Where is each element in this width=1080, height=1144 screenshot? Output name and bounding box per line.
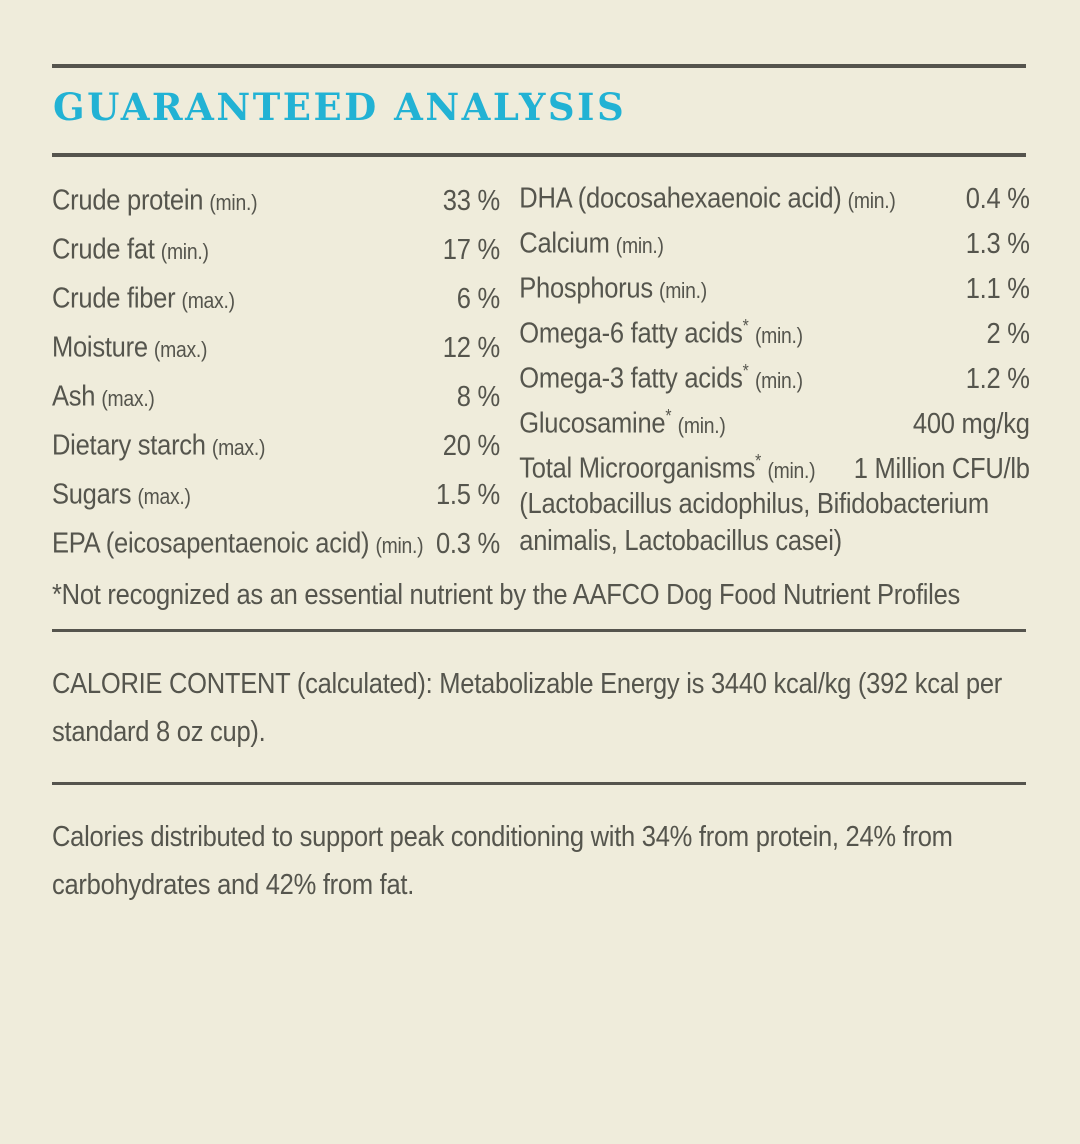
nutrient-qualifier: (min.) — [209, 189, 258, 215]
nutrient-value: 0.4 % — [965, 182, 1030, 215]
nutrient-label: Omega-3 fatty acids* (min.) — [519, 361, 803, 395]
analysis-row — [52, 316, 500, 365]
microorganisms-note: (Lactobacillus acidophilus, Bifidobacterium animalis, Lactobacillus casei) — [519, 488, 989, 557]
nutrient-label: Crude fat (min.) — [52, 233, 209, 266]
asterisk-superscript: * — [742, 361, 749, 381]
nutrient-label: Omega-6 fatty acids* (min.) — [519, 316, 803, 350]
nutrient-value: 6 % — [456, 282, 500, 315]
asterisk-superscript: * — [665, 406, 672, 426]
divider-rule-mid-1 — [52, 629, 1026, 632]
nutrient-label: Phosphorus (min.) — [519, 272, 707, 305]
analysis-row — [52, 414, 500, 463]
nutrient-qualifier: (min.) — [659, 277, 707, 303]
analysis-row — [519, 304, 1029, 349]
analysis-row — [52, 512, 500, 561]
nutrient-qualifier: (min.) — [615, 232, 664, 258]
divider-rule-top — [52, 64, 1026, 68]
nutrient-label: EPA (eicosapentaenoic acid) (min.) — [52, 527, 424, 560]
analysis-row — [52, 169, 500, 218]
analysis-row — [52, 267, 500, 316]
nutrient-value: 8 % — [456, 380, 500, 413]
nutrient-value: 1.5 % — [435, 478, 500, 511]
nutrient-qualifier: (min.) — [847, 187, 896, 213]
analysis-row — [519, 349, 1029, 394]
nutrient-value: 2 % — [986, 317, 1030, 350]
nutrient-value: 12 % — [442, 331, 500, 364]
analysis-column-left — [52, 169, 500, 561]
nutrient-value: 1.1 % — [965, 272, 1030, 305]
nutrient-qualifier: (max.) — [101, 385, 155, 411]
nutrient-label: Moisture (max.) — [52, 331, 208, 364]
page-title: GUARANTEED ANALYSIS — [53, 85, 627, 129]
analysis-table — [52, 169, 1030, 561]
nutrient-label: Ash (max.) — [52, 380, 155, 413]
nutrient-qualifier: (max.) — [181, 287, 235, 313]
analysis-row — [52, 463, 500, 512]
analysis-row — [52, 218, 500, 267]
calorie-distribution-text: Calories distributed to support peak conditioning with 34% from protein, 24% from carbohydrates and 42% from fat. — [52, 821, 953, 901]
nutrient-label: Sugars (max.) — [52, 478, 191, 511]
asterisk-superscript: * — [742, 316, 749, 336]
analysis-column-right — [519, 169, 1029, 561]
nutrient-label: Glucosamine* (min.) — [519, 406, 726, 440]
nutrient-qualifier: (min.) — [160, 238, 209, 264]
divider-rule-mid-2 — [52, 782, 1026, 785]
nutrient-qualifier: (min.) — [754, 322, 803, 348]
nutrient-value: 17 % — [442, 233, 500, 266]
aafco-footnote: *Not recognized as an essential nutrient by the AAFCO Dog Food Nutrient Profiles — [52, 579, 961, 611]
asterisk-superscript: * — [755, 451, 762, 471]
nutrient-value: 400 mg/kg — [912, 407, 1030, 440]
nutrient-label: Crude fiber (max.) — [52, 282, 235, 315]
nutrient-qualifier: (min.) — [677, 412, 726, 438]
analysis-row — [519, 259, 1029, 304]
nutrient-label: Total Microorganisms* (min.) — [519, 451, 816, 485]
analysis-row — [519, 169, 1029, 214]
nutrient-qualifier: (max.) — [137, 483, 191, 509]
analysis-row — [519, 439, 1029, 484]
nutrient-value: 20 % — [442, 429, 500, 462]
nutrient-value: 1.3 % — [965, 227, 1030, 260]
divider-rule-under-title — [52, 153, 1026, 157]
nutrient-label: Calcium (min.) — [519, 227, 664, 260]
nutrient-qualifier: (max.) — [211, 434, 266, 460]
nutrient-value: 33 % — [442, 184, 500, 217]
nutrient-label: Crude protein (min.) — [52, 184, 258, 217]
nutrient-value: 1.2 % — [965, 362, 1030, 395]
nutrient-label: Dietary starch (max.) — [52, 429, 266, 462]
nutrient-qualifier: (min.) — [754, 367, 803, 393]
nutrient-label: DHA (docosahexaenoic acid) (min.) — [519, 182, 896, 215]
nutrient-qualifier: (max.) — [153, 336, 208, 362]
nutrient-qualifier: (min.) — [767, 457, 816, 483]
nutrient-qualifier: (min.) — [375, 532, 424, 558]
calorie-content-text: CALORIE CONTENT (calculated): Metabolizable Energy is 3440 kcal/kg (392 kcal per standard 8 oz cup). — [52, 668, 1003, 748]
analysis-right-rows — [519, 169, 1029, 484]
analysis-row — [52, 365, 500, 414]
nutrient-value: 1 Million CFU/lb — [853, 452, 1030, 485]
nutrient-value: 0.3 % — [435, 527, 500, 560]
